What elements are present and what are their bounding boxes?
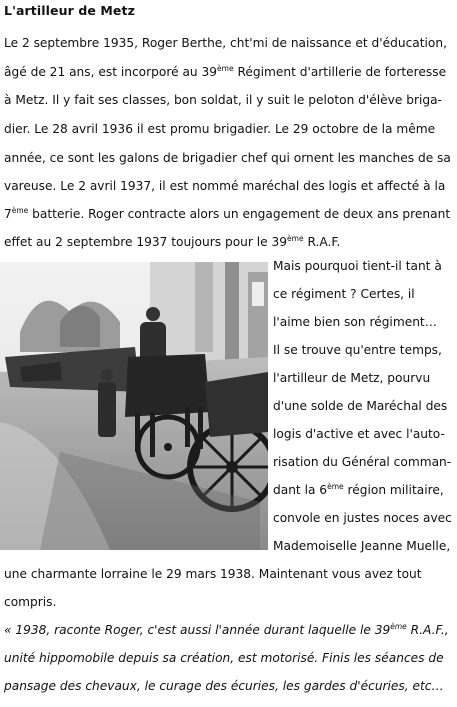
superscript: ème (11, 206, 29, 215)
text-line (4, 206, 453, 222)
text-line (273, 454, 453, 470)
line-text (4, 206, 450, 222)
superscript: ème (327, 482, 344, 491)
text-line (273, 510, 453, 526)
text-line (273, 314, 453, 330)
text-line (4, 35, 453, 51)
text-line (4, 234, 453, 250)
quote-line (4, 650, 453, 666)
line-text (4, 64, 446, 80)
text-line (4, 121, 453, 137)
line-text-part: batterie. Roger contracte alors un engagement de deux ans prenant (28, 207, 451, 221)
line-text-part: âgé de 21 ans, est incorporé au 39 (4, 65, 218, 79)
line-text: unité hippomobile depuis sa création, est motorisé. Finis les séances de (4, 651, 444, 665)
text-line (4, 566, 453, 582)
line-text: dier. Le 28 avril 1936 il est promu brigadier. Le 29 octobre de la même (4, 122, 436, 136)
page-title: L'artilleur de Metz (4, 3, 135, 18)
line-text (4, 234, 340, 250)
superscript: ème (217, 64, 234, 73)
text-line (273, 538, 453, 554)
text-line (4, 64, 453, 80)
superscript: ème (390, 622, 407, 631)
text-line (273, 482, 453, 498)
line-text (273, 482, 444, 498)
line-text: Mais pourquoi tient-il tant à (273, 259, 442, 273)
text-line (273, 286, 453, 302)
text-line (4, 178, 453, 194)
line-text-part: dant la 6 (273, 483, 328, 497)
line-text: convole en justes noces avec (273, 511, 452, 525)
text-line (273, 342, 453, 358)
line-text: compris. (4, 595, 57, 609)
line-text: Mademoiselle Jeanne Muelle, (273, 539, 451, 553)
line-text-part: R.A.F. (303, 235, 341, 249)
text-line (4, 92, 453, 108)
line-text-part: 7 (4, 207, 12, 221)
line-text: logis d'active et avec l'auto- (273, 427, 445, 441)
line-text: ce régiment ? Certes, il (273, 287, 415, 301)
line-text: vareuse. Le 2 avril 1937, il est nommé maréchal des logis et affecté à la (4, 179, 446, 193)
line-text: année, ce sont les galons de brigadier chef qui ornent les manches de sa (4, 151, 451, 165)
text-line (273, 258, 453, 274)
line-text: d'une solde de Maréchal des (273, 399, 448, 413)
line-text: l'aime bien son régiment… (273, 315, 437, 329)
superscript: ème (287, 234, 304, 243)
line-text: Il se trouve qu'entre temps, (273, 343, 442, 357)
text-line (4, 594, 453, 610)
line-text-part: R.A.F., (406, 623, 449, 637)
line-text: pansage des chevaux, le curage des écuries, les gardes d'écuries, etc… (4, 679, 444, 693)
text-line (273, 426, 453, 442)
line-text: risation du Général comman- (273, 455, 452, 469)
line-text: à Metz. Il y fait ses classes, bon soldat, il y suit le peloton d'élève briga- (4, 93, 442, 107)
line-text-part: région militaire, (343, 483, 444, 497)
photo-illustration (0, 262, 268, 550)
text-line (273, 370, 453, 386)
line-text-part: effet au 2 septembre 1937 toujours pour le 39 (4, 235, 288, 249)
text-line (273, 398, 453, 414)
line-text: une charmante lorraine le 29 mars 1938. Maintenant vous avez tout (4, 567, 422, 581)
text-line (4, 150, 453, 166)
line-text: Le 2 septembre 1935, Roger Berthe, cht'mi de naissance et d'éducation, (4, 36, 447, 50)
quote-line (4, 678, 453, 694)
line-text-part: Régiment d'artillerie de forteresse (233, 65, 447, 79)
line-text-part: « 1938, raconte Roger, c'est aussi l'année durant laquelle le 39 (4, 623, 391, 637)
line-text (4, 622, 449, 638)
line-text: l'artilleur de Metz, pourvu (273, 371, 431, 385)
artillery-column-photo (0, 262, 268, 550)
quote-line (4, 622, 453, 638)
